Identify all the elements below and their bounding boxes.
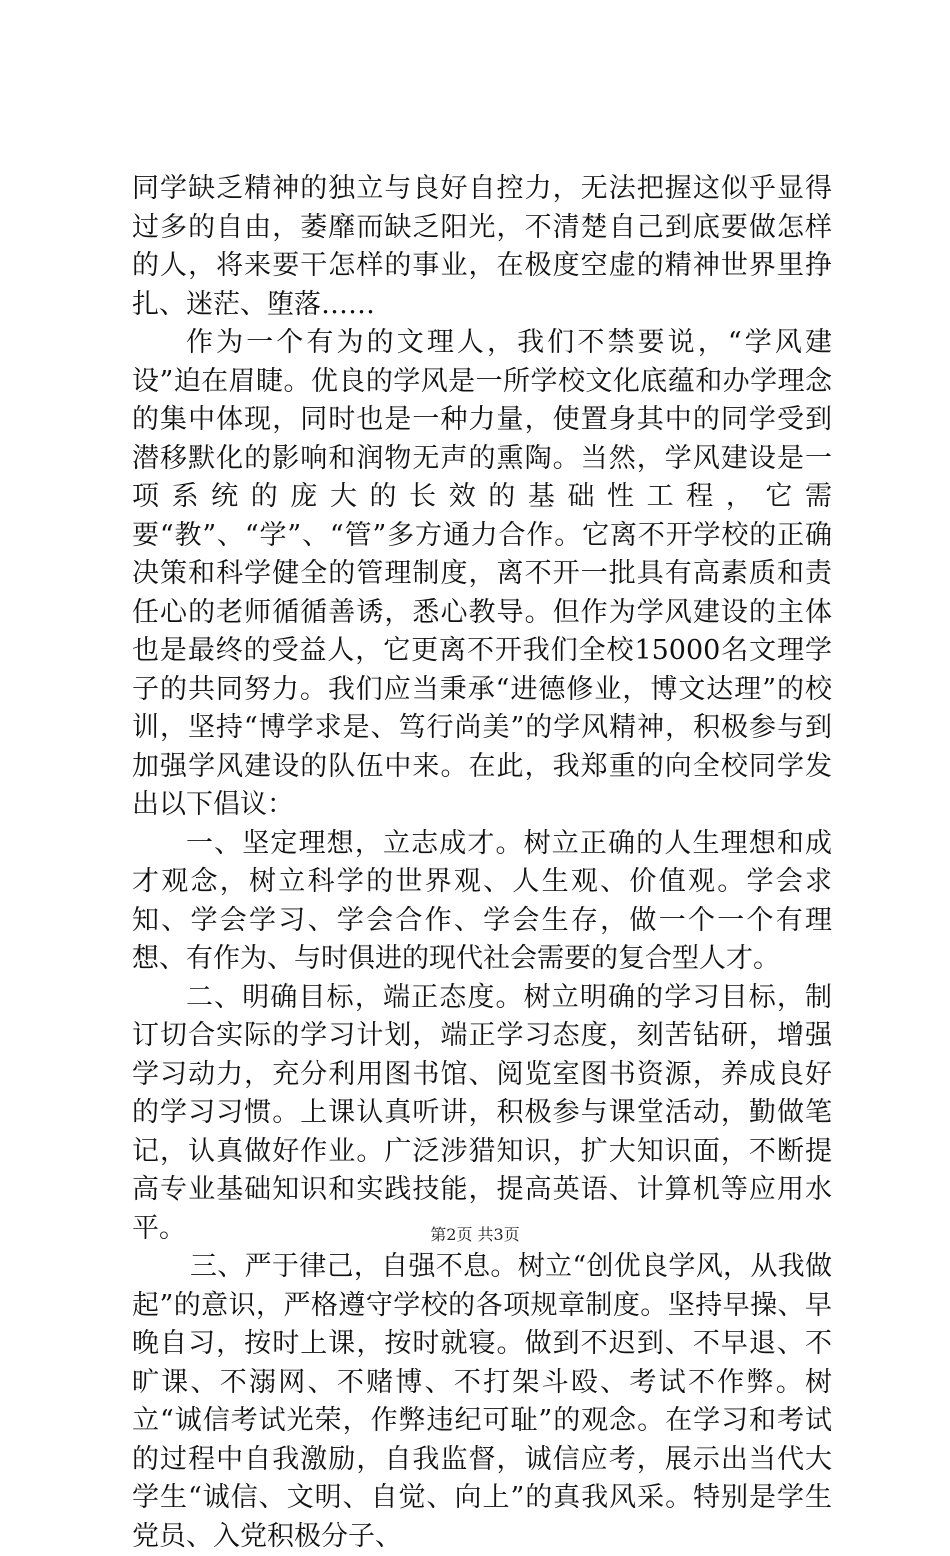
paragraph-continuation: 同学缺乏精神的独立与良好自控力，无法把握这似乎显得过多的自由，萎靡而缺乏阳光，不清楚自己到底要做怎样的人，将来要干怎样的事业，在极度空虚的精神世界里挣扎、迷茫、堕落…… xyxy=(132,173,832,320)
paragraph-proposal-one: 一、坚定理想，立志成才。树立正确的人生理想和成才观念，树立科学的世界观、人生观、价值观。学会求知、学会学习、学会合作、学会生存，做一个一个有理想、有作为、与时俱进的现代社会需要的复合型人才。 xyxy=(132,827,832,974)
paragraph-proposal-three: 三、严于律己，自强不息。树立“创优良学风，从我做起”的意识，严格遵守学校的各项规章制度。坚持早操、早晚自习，按时上课，按时就寝。做到不迟到、不早退、不旷课、不溺网、不赌博、不打架斗殴、考试不作弊。树立“诚信考试光荣，作弊违纪可耻”的观念。在学习和考试的过程中自我激励，自我监督，诚信应考，展示出当代大学生“诚信、文明、自觉、向上”的真我风采。特别是学生党员、入党积极分子、 xyxy=(132,1251,832,1552)
paragraph-study-style: 作为一个有为的文理人，我们不禁要说，“学风建设”迫在眉睫。优良的学风是一所学校文化底蕴和办学理念的集中体现，同时也是一种力量，使置身其中的同学受到潜移默化的影响和润物无声的熏陶。当然，学风建设是一项系统的庞大的长效的基础性工程，它需要“教”、“学”、“管”多方通力合作。它离不开学校的正确决策和科学健全的管理制度，离不开一批具有高素质和责任心的老师循循善诱，悉心教导。但作为学风建设的主体也是最终的受益人，它更离不开我们全校15000名文理学子的共同努力。我们应当秉承“进德修业，博文达理”的校训，坚持“博学求是、笃行尚美”的学风精神，积极参与到加强学风建设的队伍中来。在此，我郑重的向全校同学发出以下倡议： xyxy=(132,327,832,820)
document-body xyxy=(132,170,832,1556)
paragraph-proposal-two: 二、明确目标，端正态度。树立明确的学习目标，制订切合实际的学习计划，端正学习态度，刻苦钻研，增强学习动力，充分利用图书馆、阅览室图书资源，养成良好的学习习惯。上课认真听讲，积极参与课堂活动，勤做笔记，认真做好作业。广泛涉猎知识，扩大知识面，不断提高专业基础知识和实践技能，提高英语、计算机等应用水平。 xyxy=(132,981,832,1244)
page-number-footer: 第2页 共3页 xyxy=(430,1225,520,1244)
